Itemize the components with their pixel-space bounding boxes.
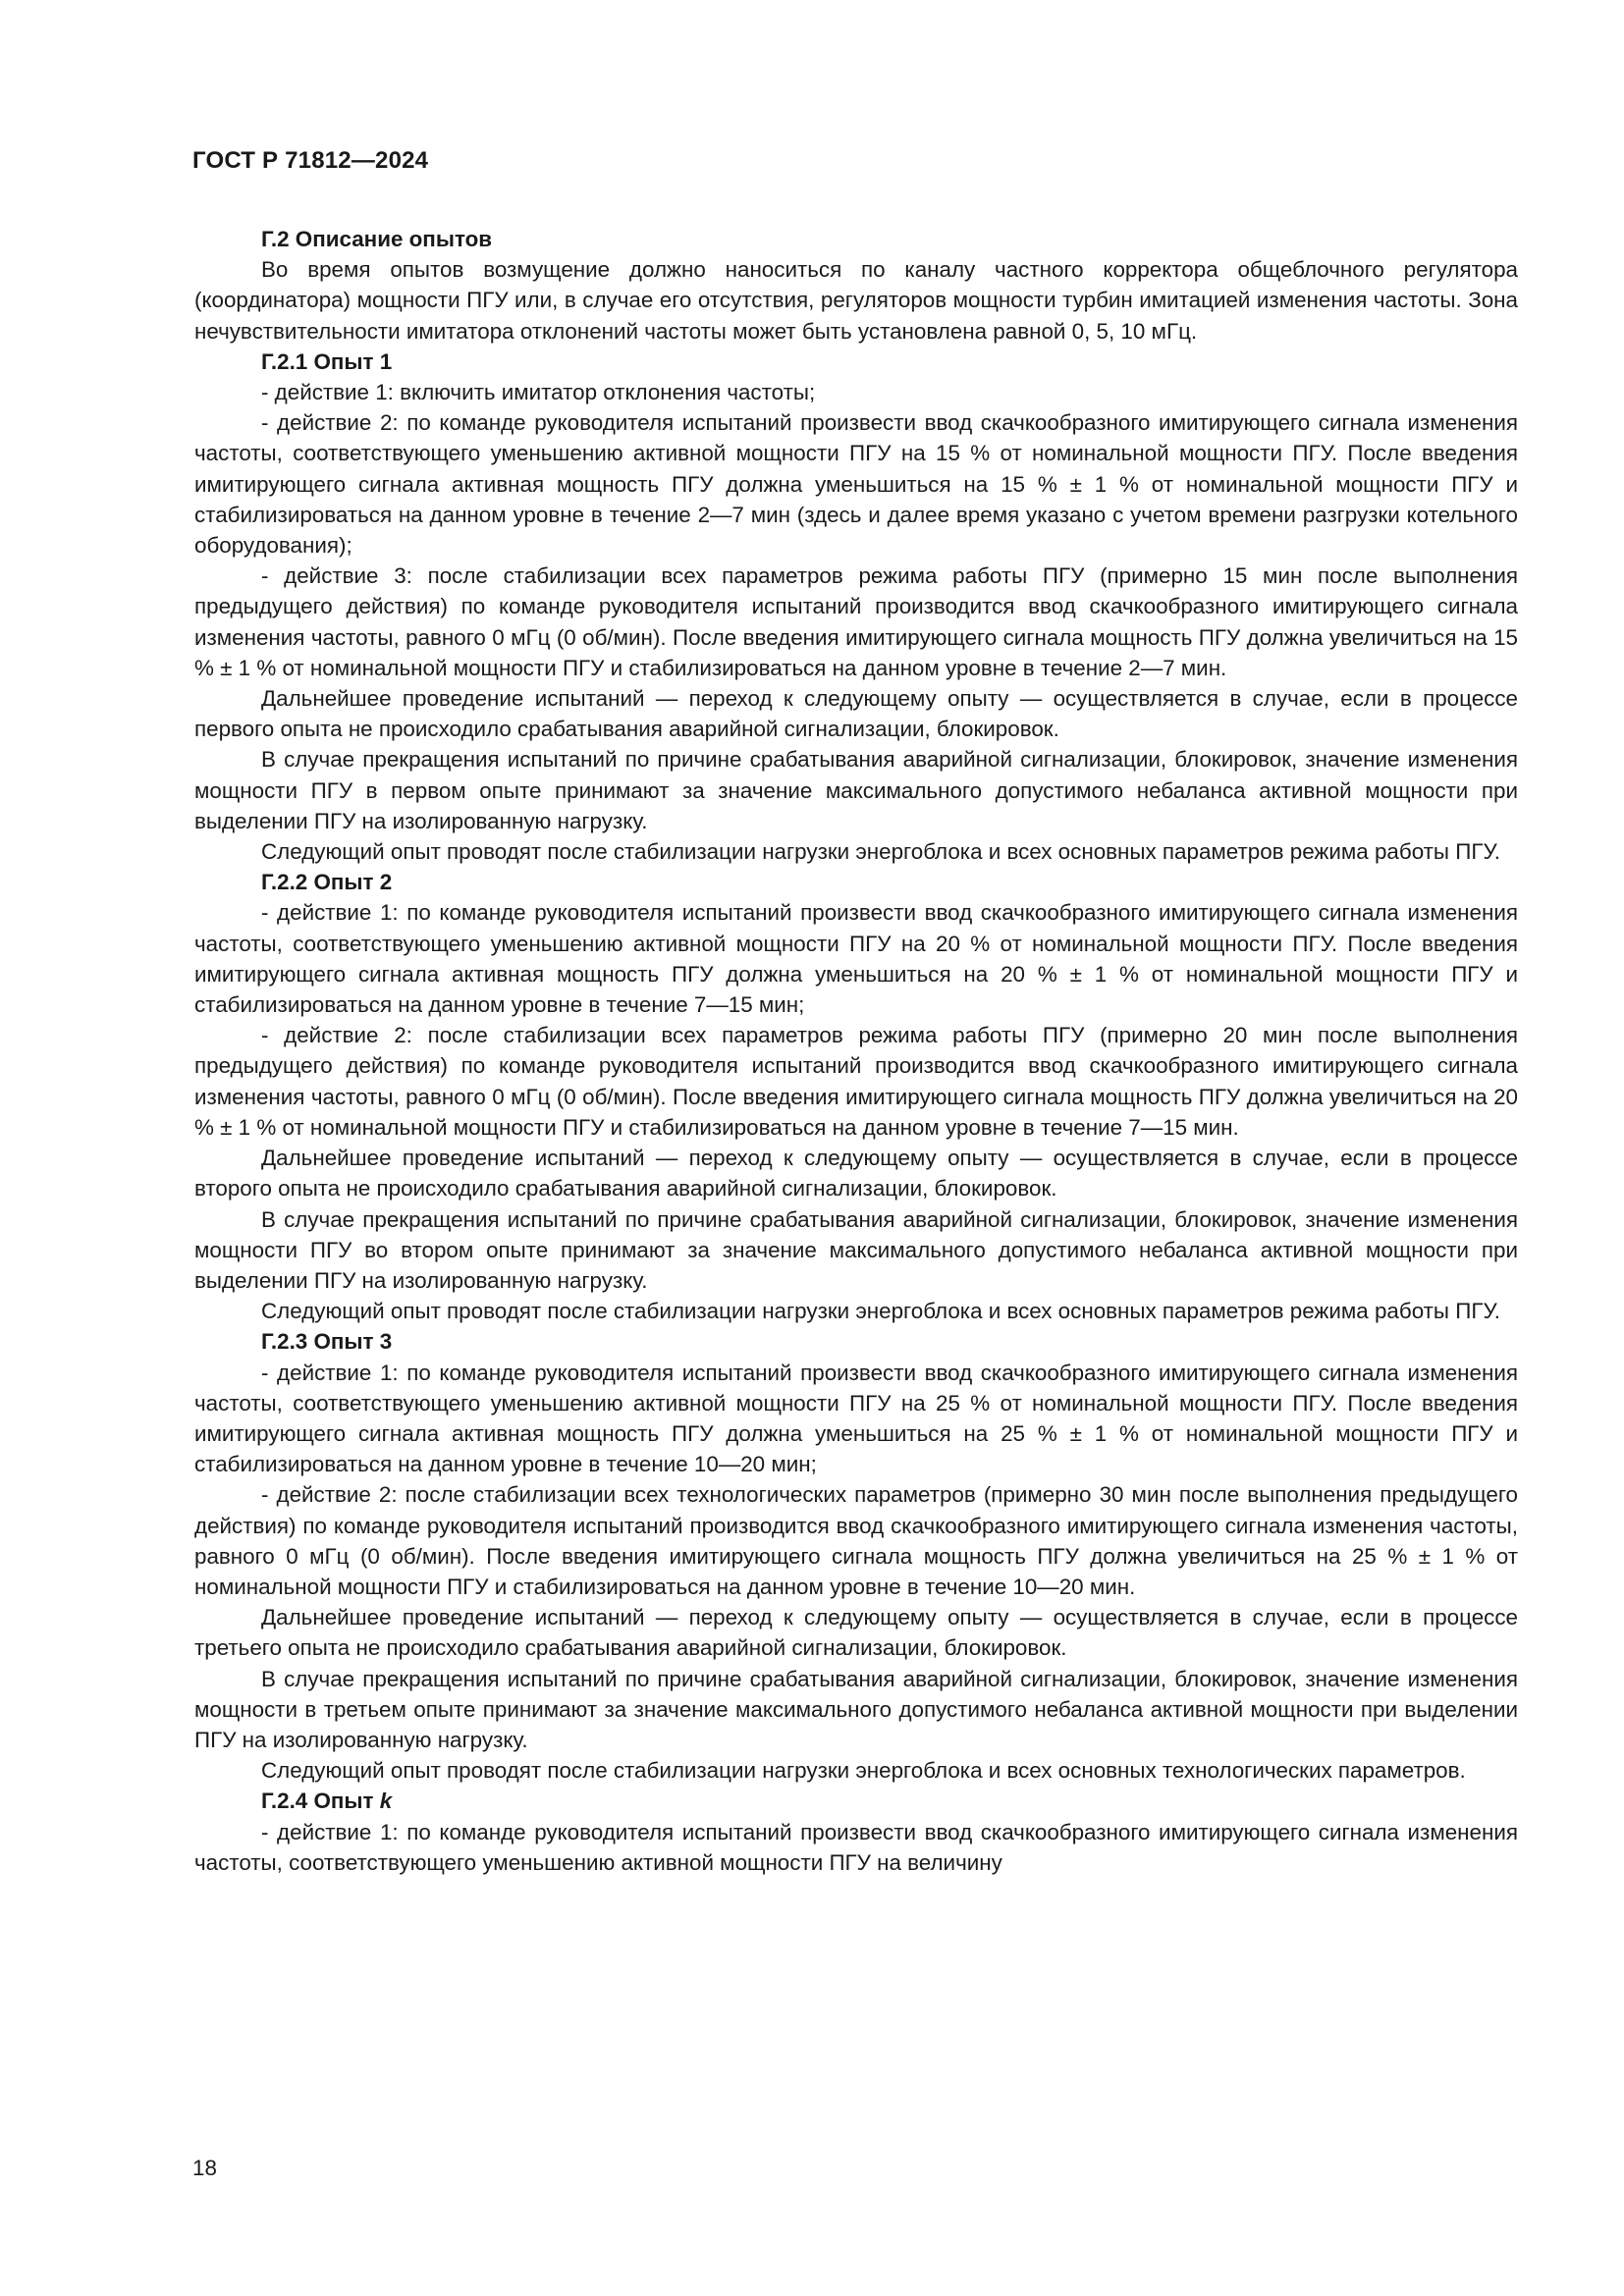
list-item: - действие 1: по команде руководителя испытаний произвести ввод скачкообразного имитирующего сигнала изменения частоты, соответствующего уменьшению активной мощности ПГУ на 20 % от номинальной мощности ПГУ. После введения имитирующего сигнала активная мощность ПГУ должна уменьшиться на 20 % ± 1 % от номинальной мощности ПГУ и стабилизироваться на данном уровне в течение 7—15 мин; bbox=[194, 900, 1518, 1018]
page-number: 18 bbox=[192, 2156, 217, 2180]
list-item: - действие 3: после стабилизации всех параметров режима работы ПГУ (примерно 15 мин после выполнения предыдущего действия) по команде руководителя испытаний производится ввод скачкообразного имитирующего сигнала изменения частоты, равного 0 мГц (0 об/мин). После введения имитирующего сигнала мощность ПГУ должна увеличиться на 15 % ± 1 % от номинальной мощности ПГУ и стабилизироваться на данном уровне в течение 2—7 мин. bbox=[194, 563, 1518, 680]
subsection-heading: Г.2.3 Опыт 3 bbox=[261, 1329, 393, 1355]
paragraph: В случае прекращения испытаний по причине срабатывания аварийной сигнализации, блокировок, значение изменения мощности ПГУ в первом опыте принимают за значение максимального допустимого небаланса активной мощности при выделении ПГУ на изолированную нагрузку. bbox=[194, 747, 1518, 833]
paragraph: Дальнейшее проведение испытаний — переход к следующему опыту — осуществляется в случае, если в процессе первого опыта не происходило срабатывания аварийной сигнализации, блокировок. bbox=[194, 686, 1518, 742]
paragraph: Во время опытов возмущение должно наноситься по каналу частного корректора общеблочного регулятора (координатора) мощности ПГУ или, в случае его отсутствия, регуляторов мощности турбин имитацией изменения частоты. Зона нечувствительности имитатора отклонений частоты может быть установлена равной 0, 5, 10 мГц. bbox=[194, 257, 1518, 344]
document-body bbox=[194, 224, 1518, 1878]
section-heading: Г.2 Описание опытов bbox=[261, 227, 493, 251]
subsection-heading bbox=[194, 1786, 1518, 1816]
subsection-heading-prefix: Г.2.4 Опыт bbox=[261, 1789, 380, 1814]
paragraph: Следующий опыт проводят после стабилизации нагрузки энергоблока и всех основных технологических параметров. bbox=[261, 1758, 1466, 1784]
paragraph: Дальнейшее проведение испытаний — переход к следующему опыту — осуществляется в случае, если в процессе второго опыта не происходило срабатывания аварийной сигнализации, блокировок. bbox=[194, 1146, 1518, 1201]
subsection-heading-variable: k bbox=[379, 1789, 393, 1814]
list-item: - действие 2: по команде руководителя испытаний произвести ввод скачкообразного имитирующего сигнала изменения частоты, соответствующего уменьшению активной мощности ПГУ на 15 % от номинальной мощности ПГУ. После введения имитирующего сигнала активная мощность ПГУ должна уменьшиться на 15 % ± 1 % от номинальной мощности ПГУ и стабилизироваться на данном уровне в течение 2—7 мин (здесь и далее время указано с учетом времени разгрузки котельного оборудования); bbox=[194, 410, 1518, 559]
subsection-heading: Г.2.2 Опыт 2 bbox=[261, 870, 393, 895]
subsection-heading: Г.2.1 Опыт 1 bbox=[261, 348, 393, 374]
document-code: ГОСТ Р 71812—2024 bbox=[192, 147, 429, 174]
list-item: - действие 1: по команде руководителя испытаний произвести ввод скачкообразного имитирующего сигнала изменения частоты, соответствующего уменьшению активной мощности ПГУ на величину bbox=[194, 1819, 1518, 1875]
paragraph: Следующий опыт проводят после стабилизации нагрузки энергоблока и всех основных параметров режима работы ПГУ. bbox=[261, 1299, 1500, 1324]
paragraph: В случае прекращения испытаний по причине срабатывания аварийной сигнализации, блокировок, значение изменения мощности ПГУ во втором опыте принимают за значение максимального допустимого небаланса активной мощности при выделении ПГУ на изолированную нагрузку. bbox=[194, 1206, 1518, 1293]
list-item: - действие 2: после стабилизации всех технологических параметров (примерно 30 мин после выполнения предыдущего действия) по команде руководителя испытаний производится ввод скачкообразного имитирующего сигнала изменения частоты, равного 0 мГц (0 об/мин). После введения имитирующего сигнала мощность ПГУ должна увеличиться на 25 % ± 1 % от номинальной мощности ПГУ и стабилизироваться на данном уровне в течение 10—20 мин. bbox=[194, 1482, 1518, 1599]
list-item: - действие 1: по команде руководителя испытаний произвести ввод скачкообразного имитирующего сигнала изменения частоты, соответствующего уменьшению активной мощности ПГУ на 25 % от номинальной мощности ПГУ. После введения имитирующего сигнала активная мощность ПГУ должна уменьшиться на 25 % ± 1 % от номинальной мощности ПГУ и стабилизироваться на данном уровне в течение 10—20 мин; bbox=[194, 1360, 1518, 1477]
paragraph: Следующий опыт проводят после стабилизации нагрузки энергоблока и всех основных параметров режима работы ПГУ. bbox=[261, 839, 1500, 865]
list-item: - действие 2: после стабилизации всех параметров режима работы ПГУ (примерно 20 мин после выполнения предыдущего действия) по команде руководителя испытаний производится ввод скачкообразного имитирующего сигнала изменения частоты, равного 0 мГц (0 об/мин). После введения имитирующего сигнала мощность ПГУ должна увеличиться на 20 % ± 1 % от номинальной мощности ПГУ и стабилизироваться на данном уровне в течение 7—15 мин. bbox=[194, 1023, 1518, 1140]
list-item: - действие 1: включить имитатор отклонения частоты; bbox=[261, 380, 816, 405]
paragraph: Дальнейшее проведение испытаний — переход к следующему опыту — осуществляется в случае, если в процессе третьего опыта не происходило срабатывания аварийной сигнализации, блокировок. bbox=[194, 1605, 1518, 1661]
paragraph: В случае прекращения испытаний по причине срабатывания аварийной сигнализации, блокировок, значение изменения мощности в третьем опыте принимают за значение максимального допустимого небаланса активной мощности при выделении ПГУ на изолированную нагрузку. bbox=[194, 1666, 1518, 1752]
